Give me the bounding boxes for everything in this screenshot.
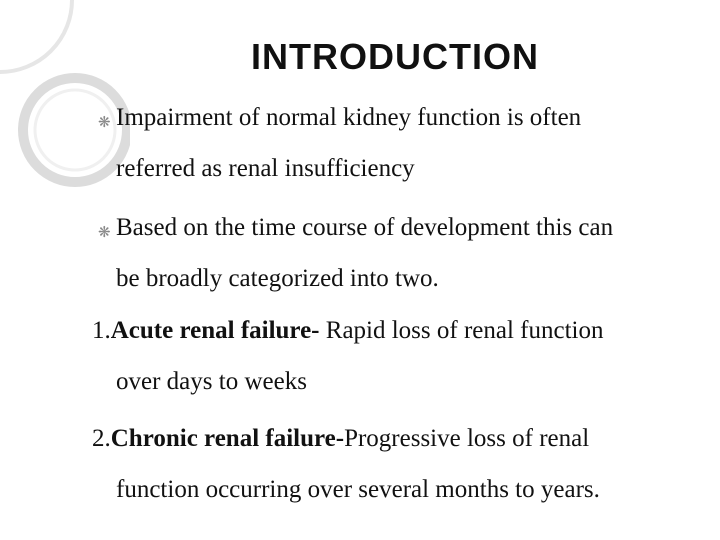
bullet-1-line-1: Impairment of normal kidney function is often xyxy=(116,104,582,131)
bullet-1-line-2: referred as renal insufficiency xyxy=(116,155,415,182)
item-2-number: 2. xyxy=(92,425,111,452)
item-1-line-1 xyxy=(92,316,604,346)
bullet-2-line-1: Based on the time course of development this can xyxy=(116,214,614,241)
item-2-desc: Progressive loss of renal xyxy=(344,425,590,452)
item-1-line-2: over days to weeks xyxy=(116,368,307,395)
swirl-bullet-icon: ❋ xyxy=(98,115,111,131)
item-2-term: Chronic renal failure- xyxy=(110,425,345,452)
item-1-number: 1. xyxy=(92,317,111,344)
item-2-line-2: function occurring over several months to years. xyxy=(116,476,600,503)
swirl-bullet-icon: ❋ xyxy=(98,225,111,241)
item-1-desc: Rapid loss of renal function xyxy=(319,317,604,344)
item-1-term: Acute renal failure- xyxy=(110,317,320,344)
item-2-line-1 xyxy=(92,424,589,454)
slide-title: INTRODUCTION xyxy=(251,36,539,77)
bullet-2-line-2: be broadly categorized into two. xyxy=(116,265,439,292)
